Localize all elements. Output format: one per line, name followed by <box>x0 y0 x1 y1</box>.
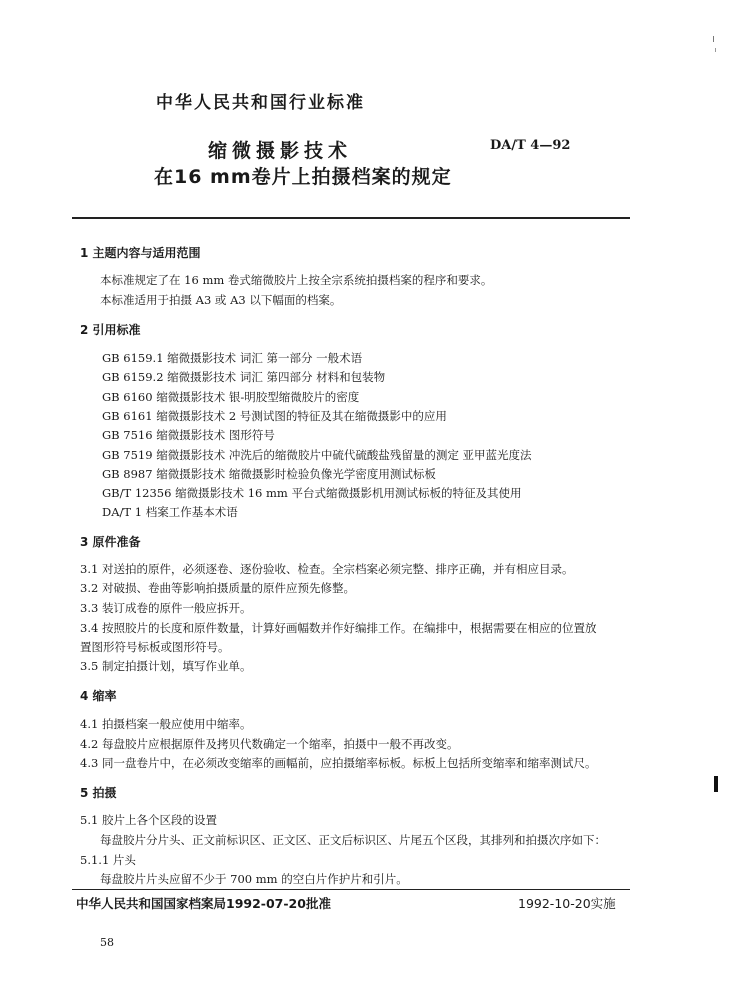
page-number: 58 <box>100 936 114 949</box>
reference-item: GB 6159.2 缩微摄影技术 词汇 第四部分 材料和包装物 <box>102 370 386 384</box>
clause-paragraph: 每盘胶片片头应留不少于 700 mm 的空白片作护片和引片。 <box>100 872 408 886</box>
section-2-heading: 2 引用标准 <box>80 323 141 337</box>
implementation-date: 1992-10-20实施 <box>518 896 616 911</box>
scan-mark <box>714 776 718 792</box>
clause-item: 3.3 装订成卷的原件一般应拆开。 <box>80 601 252 615</box>
clause-item-continuation: 置图形符号标板或图形符号。 <box>80 640 230 654</box>
document-title-line2: 在16 mm卷片上拍摄档案的规定 <box>154 166 452 188</box>
clause-item: 3.2 对破损、卷曲等影响拍摄质量的原件应预先修整。 <box>80 581 355 595</box>
reference-item: GB 8987 缩微摄影技术 缩微摄影时检验负像光学密度用测试标板 <box>102 467 436 481</box>
clause-item: 5.1 胶片上各个区段的设置 <box>80 813 217 827</box>
header-rule <box>72 217 630 219</box>
scan-mark <box>713 36 714 42</box>
clause-item: 3.5 制定拍摄计划，填写作业单。 <box>80 659 252 673</box>
section-4-heading: 4 缩率 <box>80 689 117 703</box>
clause-item: 3.1 对送拍的原件，必须逐卷、逐份验收、检查。全宗档案必须完整、排序正确，并有相应目录。 <box>80 562 574 576</box>
reference-item: DA/T 1 档案工作基本术语 <box>102 505 238 519</box>
clause-paragraph: 每盘胶片分片头、正文前标识区、正文区、正文后标识区、片尾五个区段，其排列和拍摄次序如下： <box>100 833 606 847</box>
reference-item: GB/T 12356 缩微摄影技术 16 mm 平台式缩微摄影机用测试标板的特征及其使用 <box>102 486 522 500</box>
section-1-paragraph: 本标准适用于拍摄 A3 或 A3 以下幅面的档案。 <box>100 293 342 307</box>
clause-item: 5.1.1 片头 <box>80 853 136 867</box>
scan-mark <box>715 48 716 52</box>
clause-item: 4.1 拍摄档案一般应使用中缩率。 <box>80 717 252 731</box>
clause-item: 4.3 同一盘卷片中，在必须改变缩率的画幅前，应拍摄缩率标板。标板上包括所变缩率和缩率测试尺。 <box>80 756 597 770</box>
reference-item: GB 6161 缩微摄影技术 2 号测试图的特征及其在缩微摄影中的应用 <box>102 409 447 423</box>
standard-category: 中华人民共和国行业标准 <box>156 93 365 113</box>
reference-item: GB 6159.1 缩微摄影技术 词汇 第一部分 一般术语 <box>102 351 363 365</box>
section-5-heading: 5 拍摄 <box>80 786 117 800</box>
document-title-line1: 缩微摄影技术 <box>208 140 353 162</box>
section-3-heading: 3 原件准备 <box>80 535 141 549</box>
clause-item: 3.4 按照胶片的长度和原件数量，计算好画幅数并作好编排工作。在编排中，根据需要在相应的位置放 <box>80 621 597 635</box>
section-1-paragraph: 本标准规定了在 16 mm 卷式缩微胶片上按全宗系统拍摄档案的程序和要求。 <box>100 273 493 287</box>
section-1-heading: 1 主题内容与适用范围 <box>80 246 201 260</box>
approval-line: 中华人民共和国国家档案局1992-07-20批准 <box>76 896 331 911</box>
footer-rule <box>72 889 630 890</box>
reference-item: GB 7516 缩微摄影技术 图形符号 <box>102 428 275 442</box>
standard-code: DA/T 4—92 <box>490 138 571 153</box>
clause-item: 4.2 每盘胶片应根据原件及拷贝代数确定一个缩率，拍摄中一般不再改变。 <box>80 737 459 751</box>
reference-item: GB 6160 缩微摄影技术 银-明胶型缩微胶片的密度 <box>102 390 360 404</box>
reference-item: GB 7519 缩微摄影技术 冲洗后的缩微胶片中硫代硫酸盐残留量的测定 亚甲蓝光度法 <box>102 448 532 462</box>
